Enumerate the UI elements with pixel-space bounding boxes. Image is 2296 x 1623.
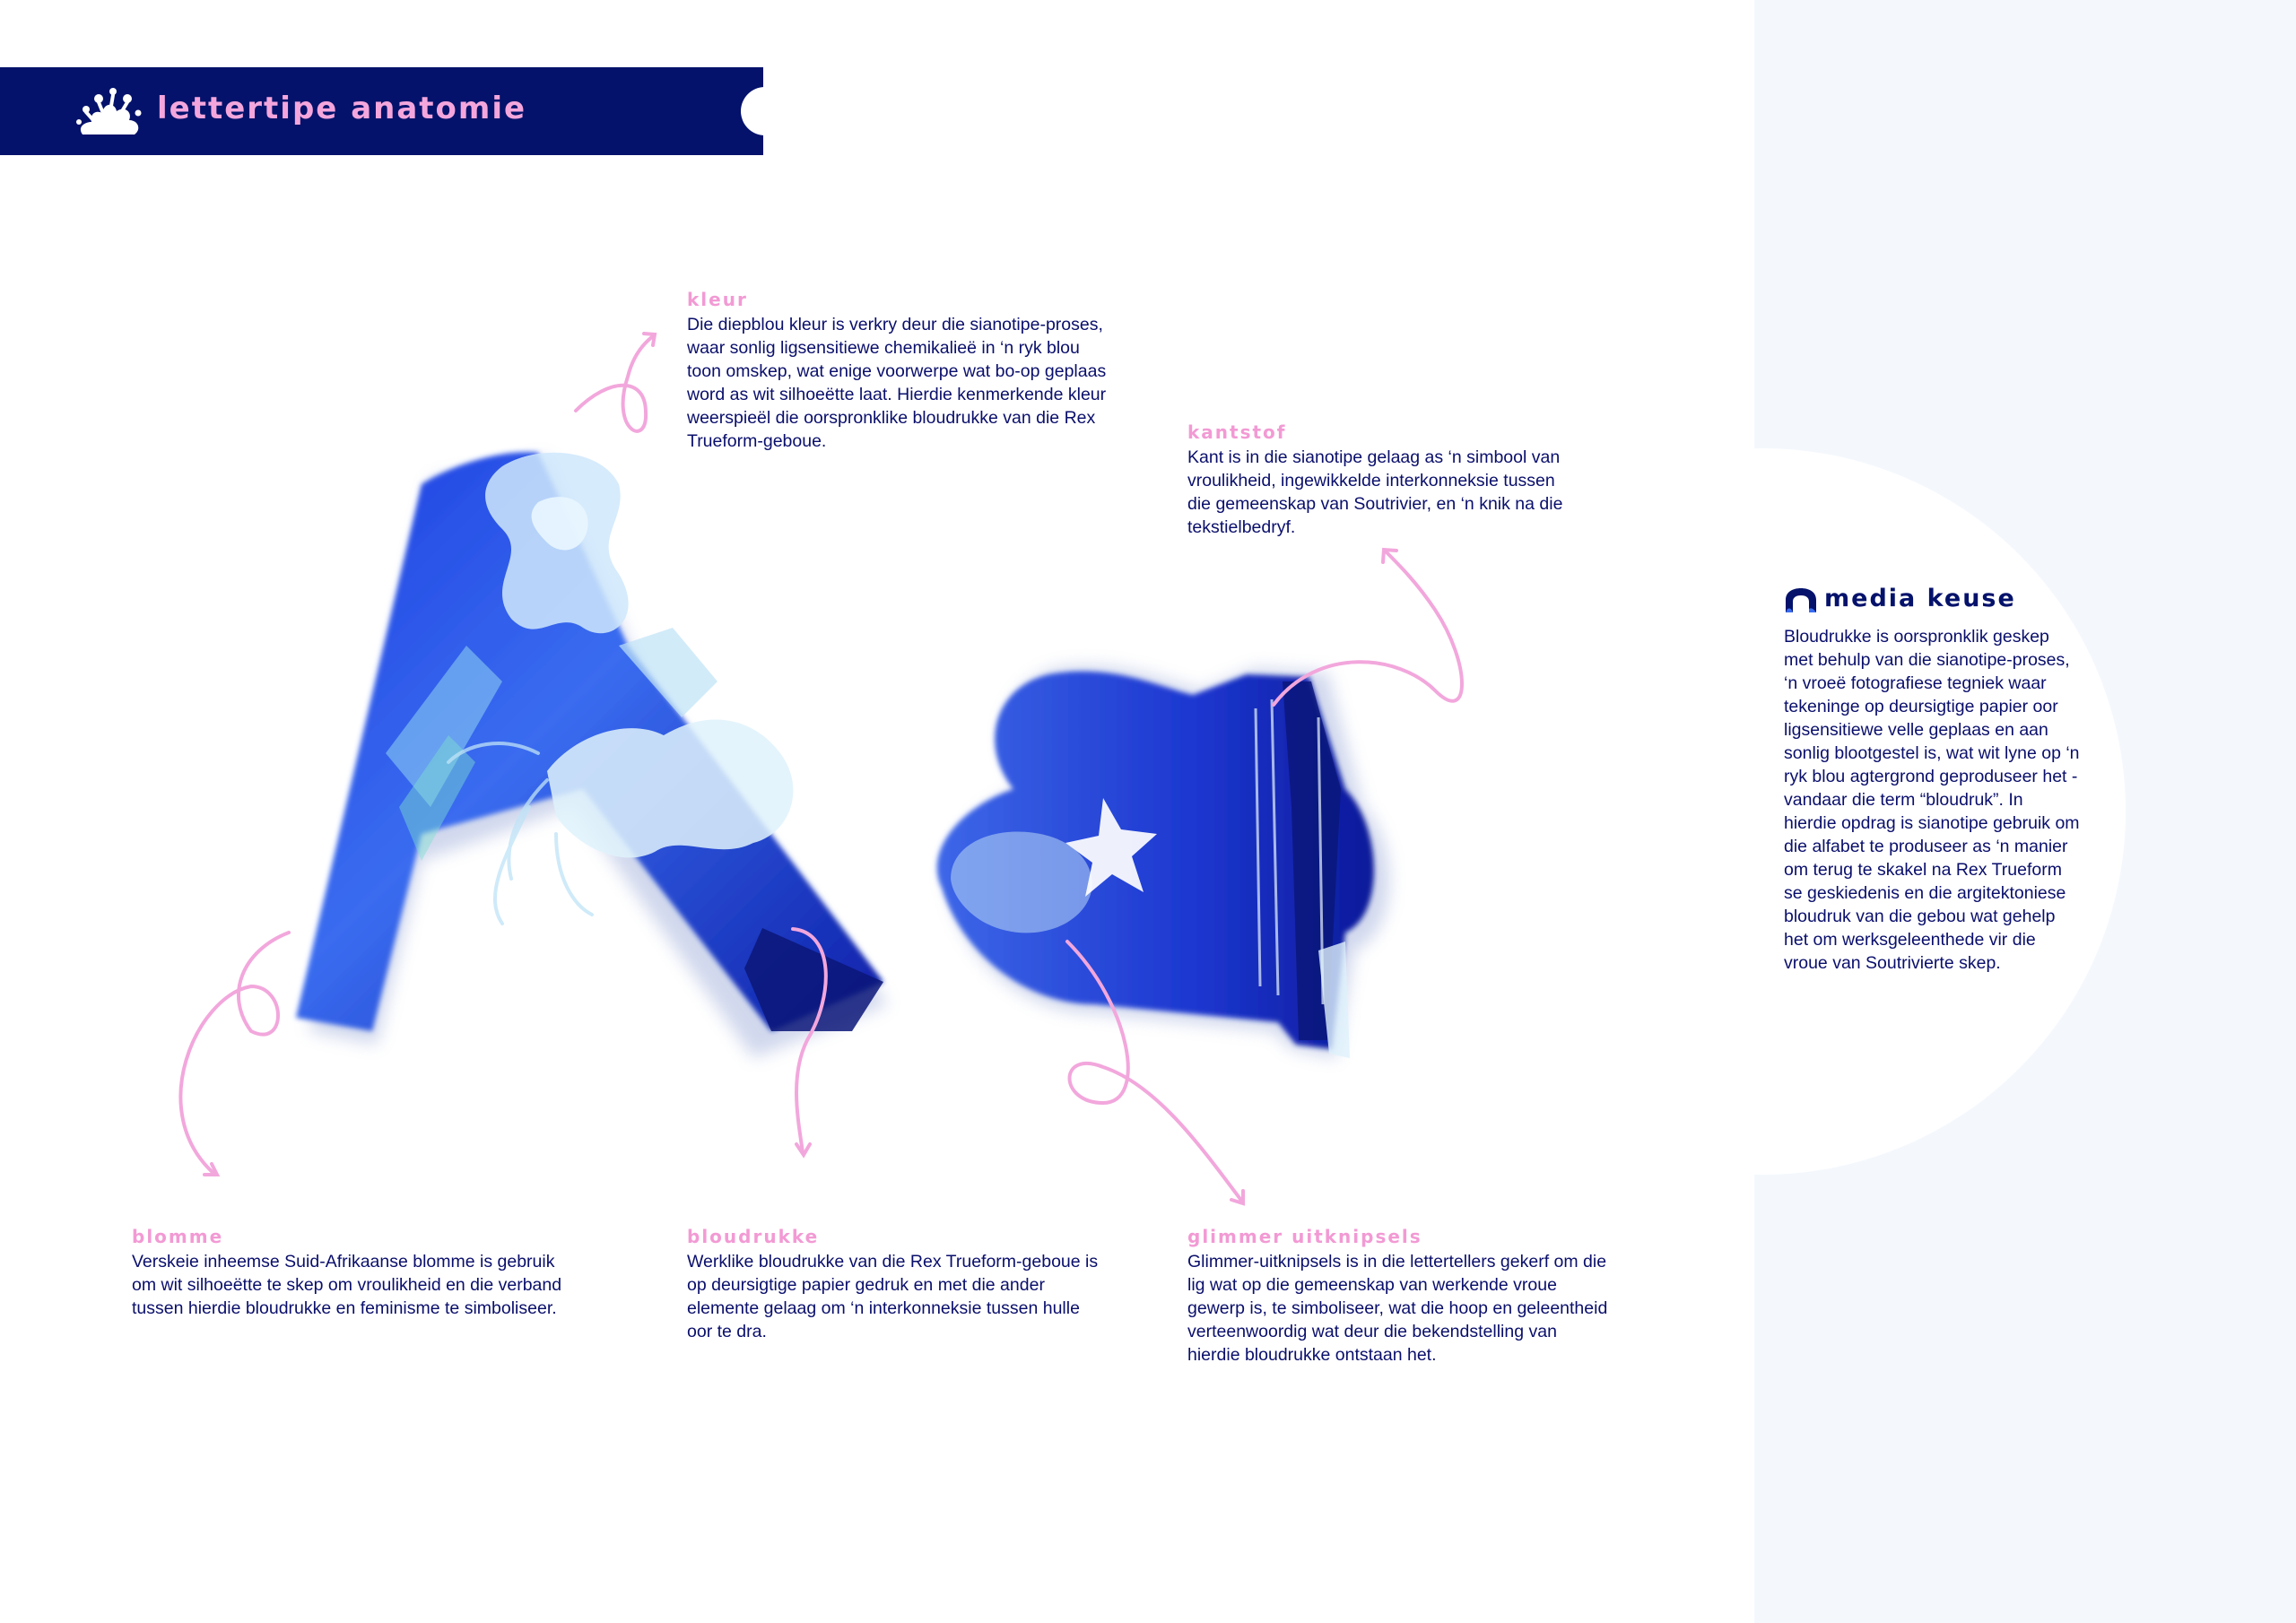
media-title: media keuse — [1824, 585, 2016, 612]
arrow-blomme — [180, 933, 289, 1175]
annotation-blomme-heading: blomme — [132, 1226, 224, 1247]
annotation-bloudrukke-heading: bloudrukke — [687, 1226, 820, 1247]
annotation-glimmer — [1187, 1226, 1609, 1367]
annotation-glimmer-body: Glimmer-uitknipsels is in die lettertellers gekerf om die lig wat op die gemeenskap van werkende vroue gewerp is, te simboliseer, wat die hoop en geleentheid verteenwoordig wat deur die bekendstelling van hierdie bloudrukke ontstaan het. — [1187, 1252, 1608, 1365]
annotation-bloudrukke — [687, 1226, 1109, 1343]
annotation-kantstof-body: Kant is in die sianotipe gelaag as ‘n simbool van vroulikheid, ingewikkelde interkonneksie tussen die gemeenskap van Soutrivier, en ‘n knik na die tekstielbedryf. — [1187, 447, 1563, 537]
blueprint-arch-icon — [1784, 587, 1818, 612]
arrow-kleur — [576, 336, 653, 431]
annotation-bloudrukke-body: Werklike bloudrukke van die Rex Trueform-geboue is op deursigtige papier gedruk en met die ander elemente gelaag om ‘n interkonneksie tussen hulle oor te dra. — [687, 1252, 1099, 1341]
annotation-kleur-body: Die diepblou kleur is verkry deur die sianotipe-proses, waar sonlig ligsensitiewe chemikalieë in ‘n ryk blou toon omskep, wat enige voorwerpe wat bo-op geplaas word as wit silhoeëtte laat. Hierdie kenmerkende kleur weerspieël die oorspronklike bloudrukke van die Rex Trueform-geboue. — [687, 315, 1107, 451]
annotation-kantstof-heading: kantstof — [1187, 421, 1287, 443]
annotation-blomme — [132, 1226, 571, 1320]
annotation-kleur — [687, 289, 1109, 453]
letter-A-cyanotype — [296, 452, 888, 1058]
media-body: Bloudrukke is oorspronklik geskep met behulp van die sianotipe-proses, ‘n vroeë fotografiese tegniek waar tekeninge op deursigtige papier oor ligsensitiewe velle geplaas en aan sonlig blootgestel is, wat wit lyne op ‘n ryk blou agtergrond geproduseer het - vandaar die term “bloudruk”. In hierdie opdrag is sianotipe gebruik om die alfabet te produseer as ‘n manier om terug te skakel na Rex Trueform se geskiedenis en die argitektoniese bloudruk van die gebou wat gehelp het om werksgeleenthede vir die vroue van Soutrivierte skep. — [1784, 627, 2080, 973]
annotation-kleur-heading: kleur — [687, 289, 748, 310]
page-title: lettertipe anatomie — [157, 91, 527, 126]
letter-a-cyanotype — [937, 666, 1389, 1058]
annotation-blomme-body: Verskeie inheemse Suid-Afrikaanse blomme is gebruik om wit silhoeëtte te skep om vroulikheid en die verband tussen hierdie bloudrukke en feminisme te simboliseer. — [132, 1252, 562, 1318]
annotation-kantstof — [1187, 421, 1564, 539]
annotation-glimmer-heading: glimmer uitknipsels — [1187, 1226, 1422, 1247]
